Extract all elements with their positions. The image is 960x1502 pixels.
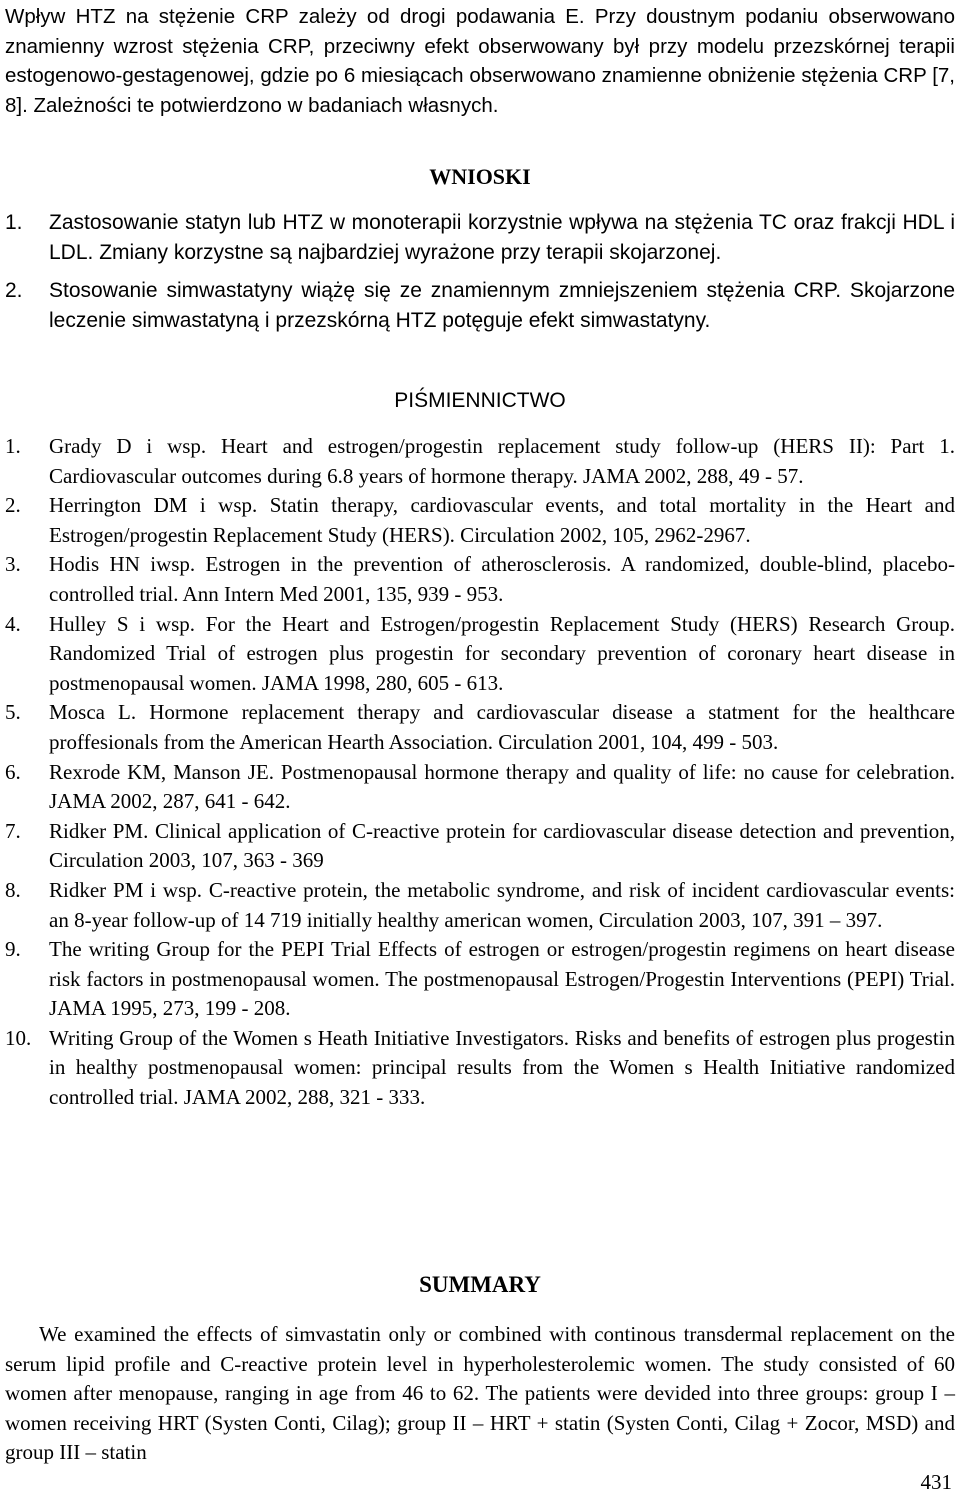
reference-number: 6.: [5, 759, 21, 784]
reference-text: Ridker PM i wsp. C-reactive protein, the metabolic syndrome, and risk of incident cardiovascular events: an 8-year follow-up of 14 719 initially healthy american women, Circulation 2003, 107, 391 – 397.: [49, 877, 955, 932]
conclusions-list: [5, 208, 955, 344]
reference-item: [5, 1024, 955, 1113]
reference-text: Ridker PM. Clinical application of C-reactive protein for cardiovascular disease detection and prevention, Circulation 2003, 107, 363 - 369: [49, 818, 955, 873]
reference-item: [5, 610, 955, 699]
reference-number: 2.: [5, 493, 21, 518]
reference-item: [5, 758, 955, 817]
reference-item: [5, 550, 955, 609]
conclusion-item: [5, 208, 955, 267]
reference-number: 10.: [5, 1025, 32, 1050]
summary-paragraph: We examined the effects of simvastatin only or combined with continous transdermal replacement on the serum lipid profile and C-reactive protein level in hyperholesterolemic women. The study consisted of 60 women after menopause, ranging in age from 46 to 62. The patients were devided into three groups: group I – women receiving HRT (Systen Conti, Cilag); group II – HRT + statin (Systen Conti, Cilag + Zocor, MSD) and group III – statin: [5, 1322, 955, 1464]
conclusion-text: Stosowanie simwastatyny wiążę się ze znamiennym zmniejszeniem stężenia CRP. Skojarzone leczenie simwastatyną i przezskórną HTZ potęguje efekt simwastatyny.: [49, 279, 955, 332]
reference-text: Writing Group of the Women s Heath Initiative Investigators. Risks and benefits of estrogen plus progestin in healthy postmenopausal women: principal results from the Women s Health Initiative randomized controlled trial. JAMA 2002, 288, 321 - 333.: [49, 1025, 955, 1110]
conclusion-number: 2.: [5, 279, 23, 302]
intro-paragraph: Wpływ HTZ na stężenie CRP zależy od drogi podawania E. Przy doustnym podaniu obserwowano znamienny wzrost stężenia CRP, przeciwny efekt obserwowany był przy modelu przezskórnej terapii estogenowo-gestagenowej, gdzie po 6 miesiącach obserwowano znamienne obniżenie stężenia CRP [7, 8]. Zależności te potwierdzono w badaniach własnych.: [5, 5, 955, 117]
reference-item: [5, 698, 955, 757]
reference-number: 4.: [5, 611, 21, 636]
reference-number: 1.: [5, 434, 21, 458]
reference-item: [5, 935, 955, 1024]
reference-text: Rexrode KM, Manson JE. Postmenopausal hormone therapy and quality of life: no cause for celebration. JAMA 2002, 287, 641 - 642.: [49, 759, 955, 814]
reference-number: 7.: [5, 818, 21, 843]
reference-item: [5, 432, 955, 491]
reference-number: 3.: [5, 552, 21, 577]
conclusions-heading: WNIOSKI: [429, 164, 531, 189]
conclusion-item: [5, 276, 955, 335]
page-number: 431: [920, 1470, 952, 1494]
reference-item: [5, 876, 955, 935]
reference-number: 9.: [5, 937, 21, 962]
reference-text: Mosca L. Hormone replacement therapy and cardiovascular disease a statment for the healthcare proffesionals from the American Hearth Association. Circulation 2001, 104, 499 - 503.: [49, 700, 955, 754]
reference-text: Hodis HN iwsp. Estrogen in the prevention of atherosclerosis. A randomized, double-blind, placebo-controlled trial. Ann Intern Med 2001, 135, 939 - 953.: [49, 552, 955, 606]
references-heading: PIŚMIENNICTWO: [394, 389, 566, 412]
reference-number: 5.: [5, 700, 21, 725]
summary-heading: SUMMARY: [419, 1272, 541, 1297]
reference-item: [5, 491, 955, 550]
reference-text: Grady D i wsp. Heart and estrogen/progestin replacement study follow-up (HERS II): Part 1. Cardiovascular outcomes during 6.8 years of hormone therapy. JAMA 2002, 288, 49 - 57.: [49, 434, 955, 488]
references-list: [5, 432, 955, 1113]
reference-text: Herrington DM i wsp. Statin therapy, cardiovascular events, and total mortality in the Heart and Estrogen/progestin Replacement Study (HERS). Circulation 2002, 105, 2962-2967.: [49, 493, 955, 547]
conclusion-number: 1.: [5, 211, 23, 234]
reference-text: The writing Group for the PEPI Trial Effects of estrogen or estrogen/progestin regimens on heart disease risk factors in postmenopausal women. The postmenopausal Estrogen/Progestin Interventions (PEPI) Trial. JAMA 1995, 273, 199 - 208.: [49, 937, 955, 1021]
conclusion-text: Zastosowanie statyn lub HTZ w monoterapii korzystnie wpływa na stężenia TC oraz frakcji HDL i LDL. Zmiany korzystne są najbardziej wyrażone przy terapii skojarzonej.: [49, 211, 955, 264]
reference-number: 8.: [5, 877, 21, 902]
reference-item: [5, 817, 955, 876]
reference-text: Hulley S i wsp. For the Heart and Estrogen/progestin Replacement Study (HERS) Research Group. Randomized Trial of estrogen plus progestin for secondary prevention of coronary heart disease in postmenopausal women. JAMA 1998, 280, 605 - 613.: [49, 611, 955, 695]
